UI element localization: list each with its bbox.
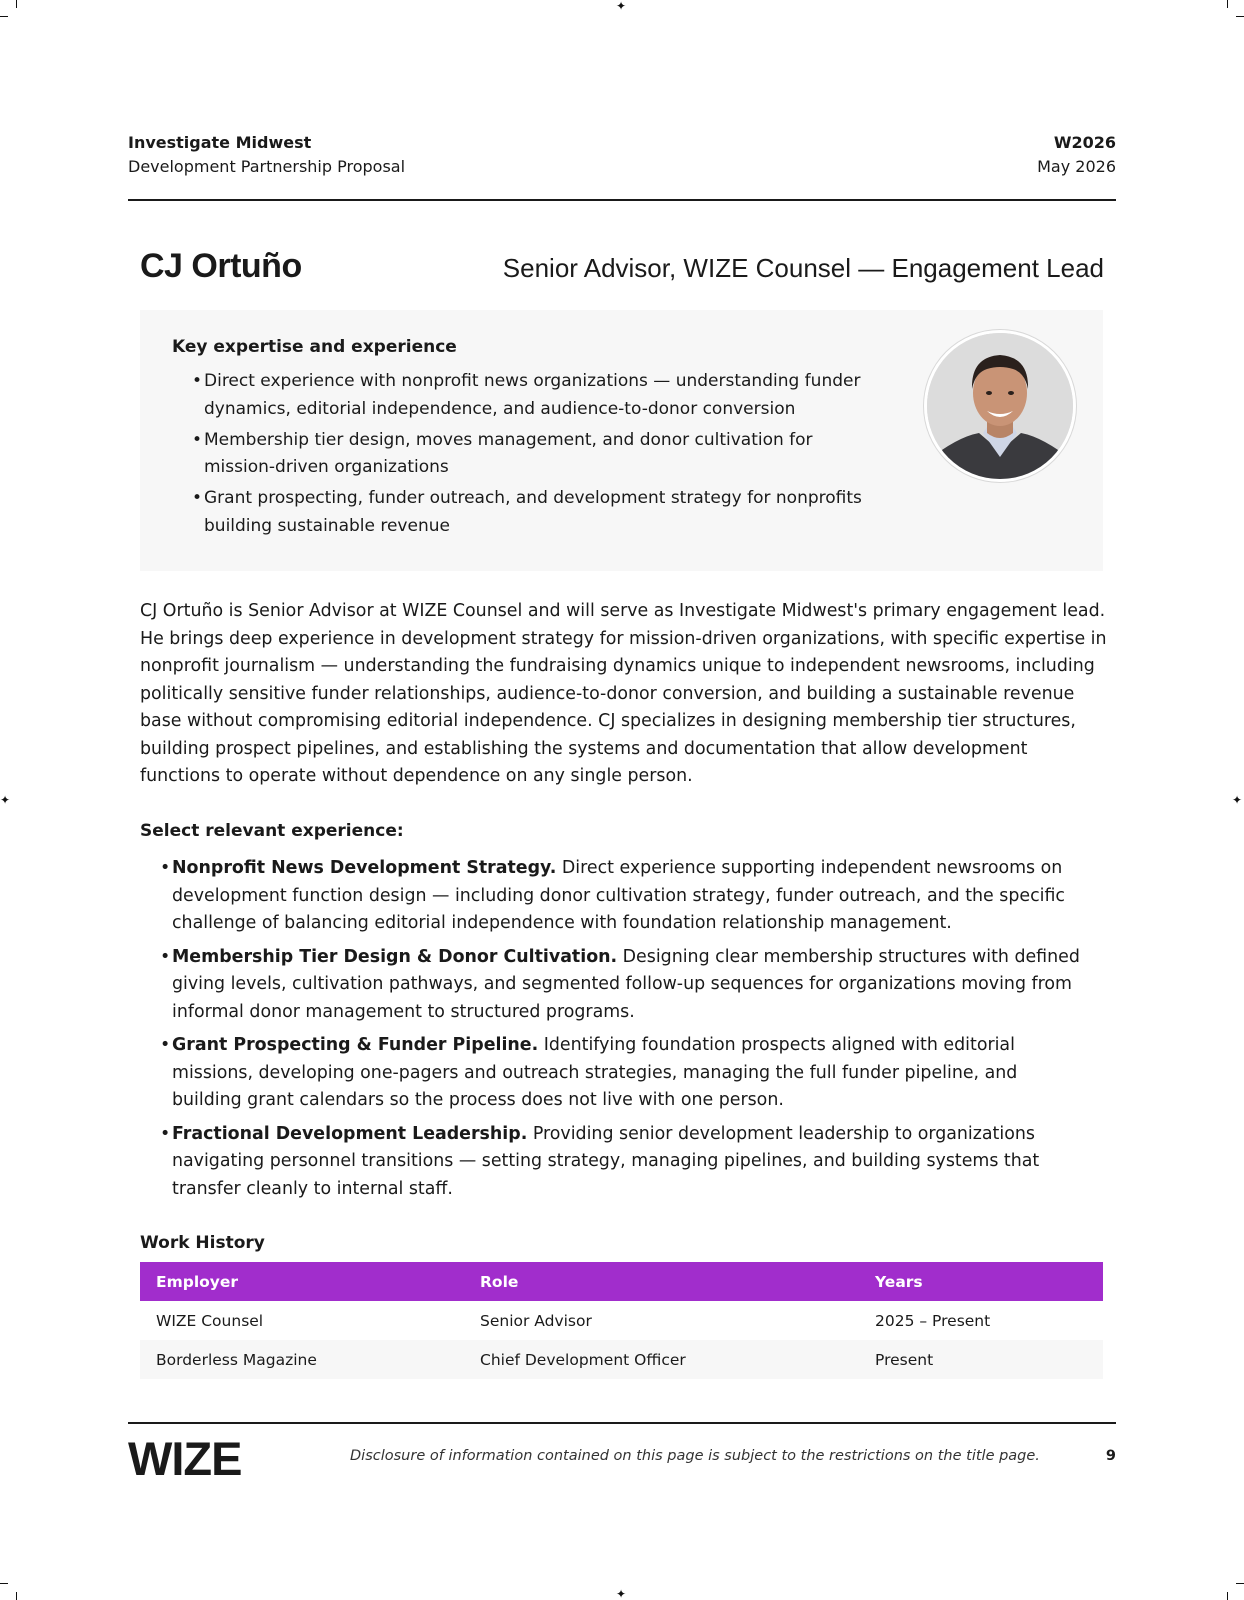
- document-code: W2026: [1053, 133, 1116, 152]
- work-history-heading: Work History: [140, 1233, 265, 1253]
- list-item: [160, 944, 1088, 1027]
- expertise-list: [192, 368, 882, 544]
- years-cell: 2025 – Present: [875, 1311, 991, 1330]
- registration-mark: ✦: [1232, 793, 1243, 807]
- page-number: 9: [1105, 1448, 1116, 1464]
- selected-experience-list: [160, 855, 1088, 1209]
- expertise-box: [140, 310, 1103, 571]
- list-item: • Grant prospecting, funder outreach, and development strategy for nonprofits building sustainable revenue: [192, 485, 882, 540]
- crop-mark: [0, 16, 8, 17]
- crop-mark: [16, 1592, 17, 1600]
- employer-cell: WIZE Counsel: [156, 1311, 264, 1330]
- list-item: [160, 1121, 1088, 1204]
- list-item: • Direct experience with nonprofit news organizations — understanding funder dynamics, editorial independence, and audience-to-donor conversion: [192, 368, 882, 423]
- document-date: May 2026: [1037, 157, 1116, 176]
- header-left: [128, 131, 405, 179]
- table-row: [140, 1301, 1103, 1340]
- registration-mark: ✦: [616, 1587, 627, 1600]
- bio-paragraph: CJ Ortuño is Senior Advisor at WIZE Counsel and will serve as Investigate Midwest's primary engagement lead. He brings deep experience in development strategy for mission-driven organizations, with specific expertise in nonprofit journalism — understanding the fundraising dynamics unique to independent newsrooms, including politically sensitive funder relationships, audience-to-donor conversion, and building a sustainable revenue base without compromising editorial independence. CJ specializes in designing membership tier structures, building prospect pipelines, and establishing the systems and documentation that allow development functions to operate without dependence on any single person.: [140, 601, 1107, 786]
- item-text: Designing clear membership structures with defined giving levels, cultivation pathways, and segmented follow-up sequences for organizations moving from informal donor management to structured programs.: [172, 946, 1080, 1022]
- portrait-illustration: [927, 333, 1073, 479]
- wize-logo: WIZE: [128, 1432, 242, 1485]
- table-row: [140, 1340, 1103, 1379]
- crop-mark: [16, 0, 17, 8]
- list-item: • Membership tier design, moves management, and donor cultivation for mission-driven organizations: [192, 427, 882, 482]
- crop-mark: [1236, 1583, 1244, 1584]
- column-header-employer: Employer: [140, 1262, 464, 1301]
- person-name: CJ Ortuño: [140, 247, 302, 285]
- column-header-years: Years: [859, 1262, 1103, 1301]
- page-footer: [128, 1422, 1116, 1485]
- crop-mark: [1236, 16, 1244, 17]
- work-history-table: [140, 1262, 1103, 1379]
- person-role: Senior Advisor, WIZE Counsel — Engagement Lead: [502, 253, 1104, 283]
- headshot-photo: [924, 330, 1076, 482]
- page-header: [128, 131, 1116, 201]
- years-cell: Present: [859, 1340, 1103, 1379]
- column-header-role: Role: [464, 1262, 859, 1301]
- header-right: [1037, 131, 1116, 179]
- item-title: Membership Tier Design & Donor Cultivation.: [172, 946, 618, 967]
- crop-mark: [1227, 1592, 1228, 1600]
- item-title: Nonprofit News Development Strategy.: [172, 858, 557, 878]
- registration-mark: ✦: [616, 0, 627, 13]
- table-header-row: [140, 1262, 1103, 1301]
- registration-mark: ✦: [0, 793, 11, 807]
- item-title: Fractional Development Leadership.: [172, 1123, 528, 1144]
- list-item: [160, 855, 1088, 938]
- item-title: Grant Prospecting & Funder Pipeline.: [172, 1035, 539, 1055]
- selected-experience-heading: Select relevant experience:: [140, 821, 404, 841]
- crop-mark: [1227, 0, 1228, 8]
- item-text: Direct experience supporting independent newsrooms on development function design — including donor cultivation strategy, funder outreach, and the specific challenge of balancing editorial independence with foundation relationship management.: [172, 858, 1065, 933]
- document-title: Development Partnership Proposal: [128, 157, 406, 176]
- item-text: Identifying foundation prospects aligned with editorial missions, developing one-pagers and outreach strategies, managing the full funder pipeline, and building grant calendars so the process does not live with one person.: [172, 1035, 1018, 1110]
- role-cell: Chief Development Officer: [464, 1340, 859, 1379]
- role-cell: Senior Advisor: [480, 1311, 592, 1330]
- employer-cell: Borderless Magazine: [140, 1340, 464, 1379]
- expertise-heading: Key expertise and experience: [172, 337, 457, 357]
- org-name: Investigate Midwest: [128, 133, 312, 152]
- disclosure-notice: Disclosure of information contained on this page is subject to the restrictions on the title page.: [350, 1448, 1040, 1464]
- crop-mark: [0, 1583, 8, 1584]
- item-text: Providing senior development leadership to organizations navigating personnel transitions — setting strategy, managing pipelines, and building systems that transfer cleanly to internal staff.: [172, 1123, 1040, 1199]
- list-item: [160, 1032, 1088, 1115]
